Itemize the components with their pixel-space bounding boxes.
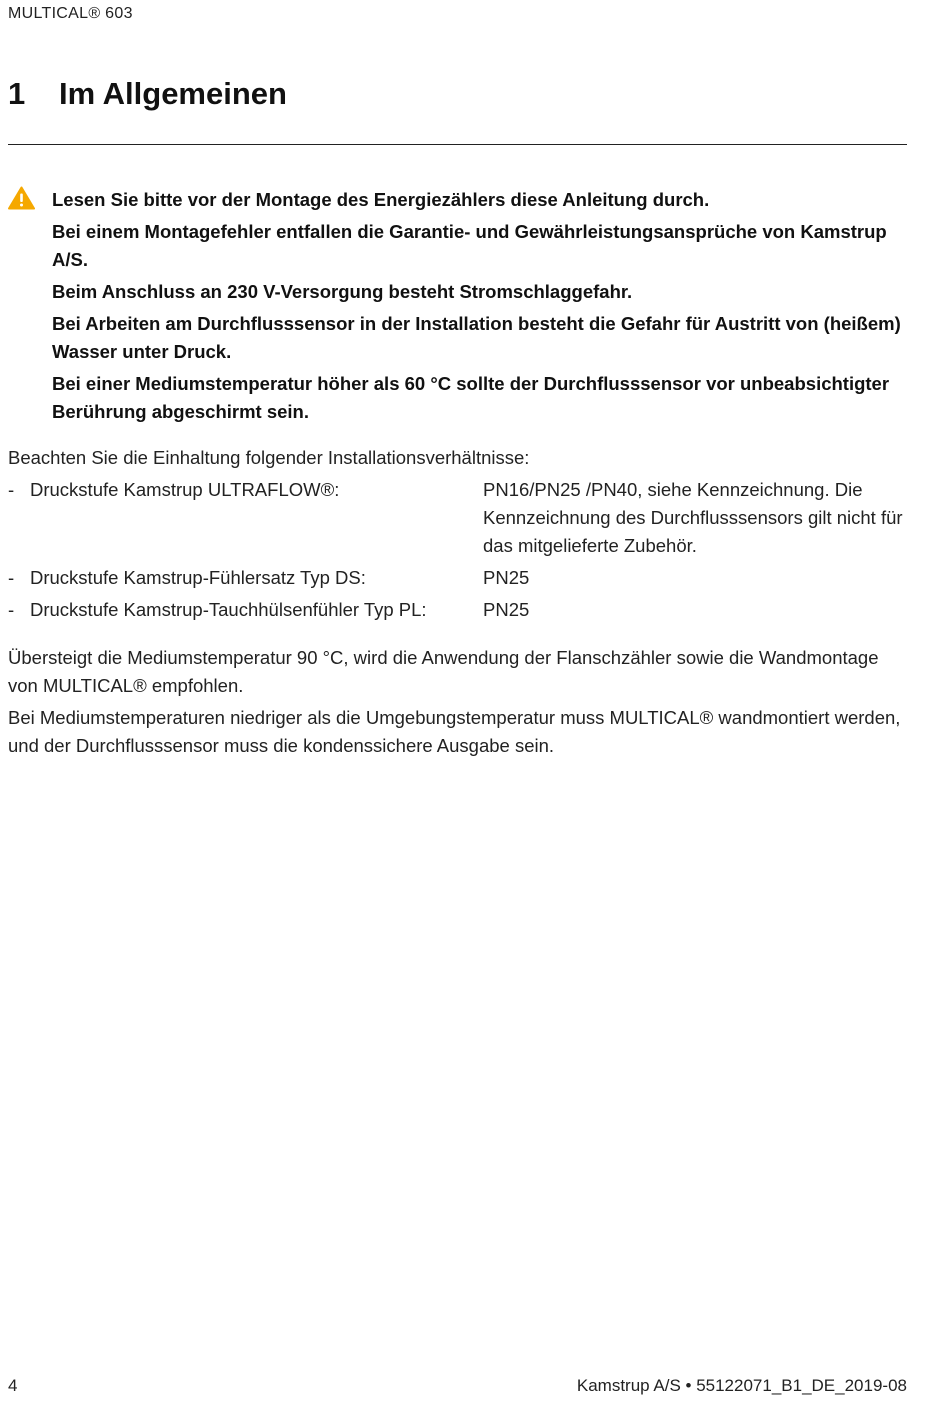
- list-item: [8, 564, 908, 592]
- spec-value: PN25: [483, 567, 530, 588]
- warning-line: Bei einem Montagefehler entfallen die Garantie- und Gewährleistungsansprüche von Kamstrup A/S.: [52, 221, 887, 270]
- spec-label: Druckstufe Kamstrup ULTRAFLOW®:: [30, 479, 340, 500]
- running-header: MULTICAL® 603: [8, 5, 133, 22]
- spec-label: Druckstufe Kamstrup-Tauchhülsenfühler Typ PL:: [30, 599, 427, 620]
- list-dash: -: [8, 479, 15, 500]
- paragraph: Übersteigt die Mediumstemperatur 90 °C, wird die Anwendung der Flanschzähler sowie die Wandmontage von MULTICAL® empfohlen.: [8, 647, 879, 696]
- warning-text: [52, 186, 908, 426]
- body-paragraphs: [8, 644, 908, 764]
- list-dash: -: [8, 567, 15, 588]
- installation-conditions-list: [8, 476, 908, 628]
- warning-block: [8, 186, 908, 430]
- warning-triangle-icon: [8, 186, 35, 210]
- chapter-title: Im Allgemeinen: [59, 76, 287, 111]
- heading-divider: [8, 144, 907, 145]
- spec-value: PN25: [483, 599, 530, 620]
- list-item: [8, 476, 908, 560]
- page-number: 4: [8, 1376, 18, 1395]
- warning-line: Lesen Sie bitte vor der Montage des Energiezählers diese Anleitung durch.: [52, 189, 710, 210]
- spec-label: Druckstufe Kamstrup-Fühlersatz Typ DS:: [30, 567, 366, 588]
- warning-line: Bei einer Mediumstemperatur höher als 60 °C sollte der Durchflusssensor vor unbeabsichtigter Berührung abgeschirmt sein.: [52, 373, 890, 422]
- warning-line: Beim Anschluss an 230 V-Versorgung besteht Stromschlaggefahr.: [52, 281, 633, 302]
- chapter-heading: [8, 76, 287, 112]
- chapter-number: 1: [8, 76, 26, 111]
- list-item: [8, 596, 908, 624]
- paragraph: Bei Mediumstemperaturen niedriger als die Umgebungstemperatur muss MULTICAL® wandmontiert werden, und der Durchflusssensor muss die kondenssichere Ausgabe sein.: [8, 707, 901, 756]
- installation-intro: Beachten Sie die Einhaltung folgender Installationsverhältnisse:: [8, 447, 530, 468]
- spec-value: PN16/PN25 /PN40, siehe Kennzeichnung. Die Kennzeichnung des Durchflusssensors gilt nicht für das mitgelieferte Zubehör.: [483, 479, 903, 556]
- list-dash: -: [8, 599, 15, 620]
- document-reference: Kamstrup A/S • 55122071_B1_DE_2019-08: [576, 1376, 907, 1395]
- warning-line: Bei Arbeiten am Durchflusssensor in der Installation besteht die Gefahr für Austritt von (heißem) Wasser unter Druck.: [52, 313, 901, 362]
